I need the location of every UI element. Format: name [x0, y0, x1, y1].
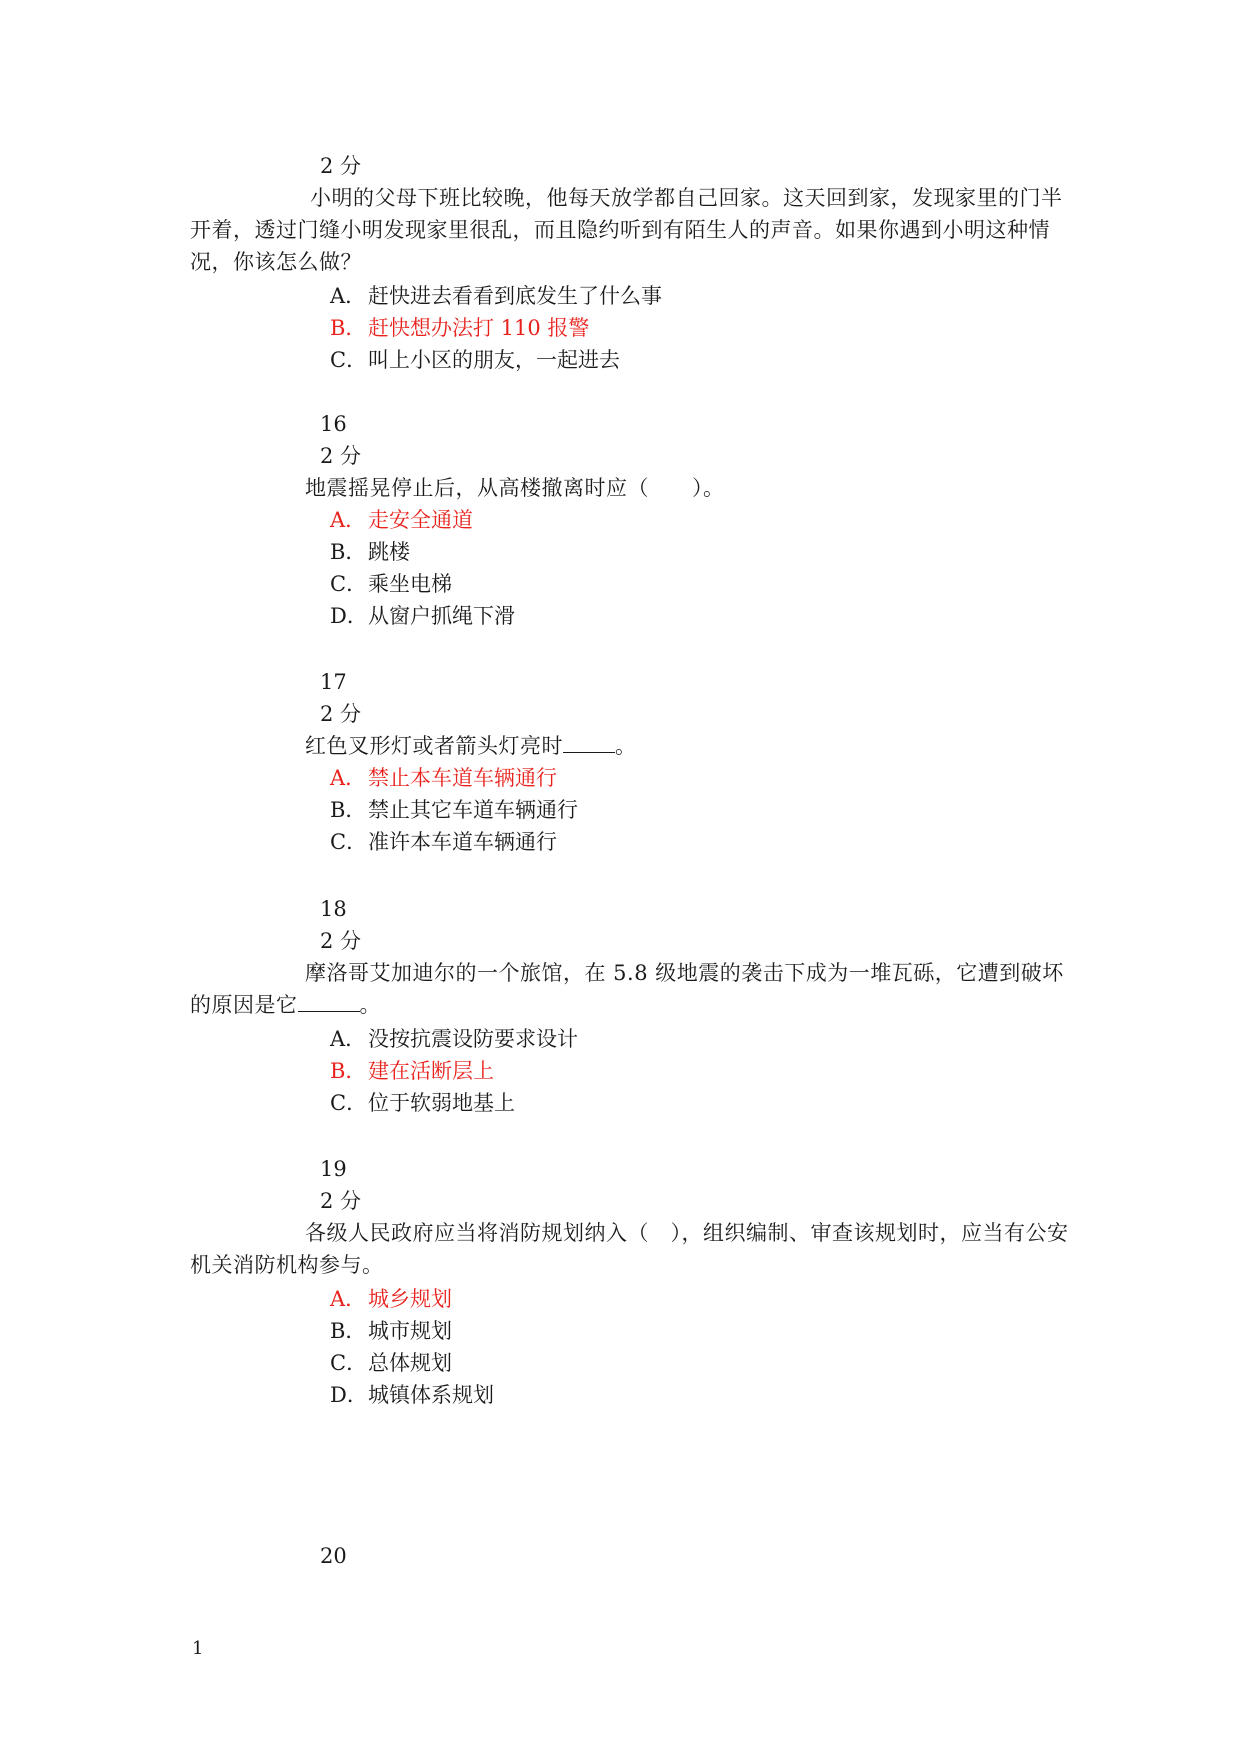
option-letter: B．	[330, 1059, 367, 1083]
question-score: 2 分	[320, 929, 362, 953]
stem-text: 摩洛哥艾加迪尔的一个旅馆，在 5.8 级地震的袭击下成为一堆瓦砾，它遭到破坏的原因是它	[190, 961, 1064, 1017]
option-letter: C．	[330, 1091, 368, 1115]
question-stem	[190, 730, 1070, 762]
option-text: 走安全通道	[368, 508, 473, 532]
question-stem	[190, 957, 1070, 1021]
stem-text: 。	[359, 993, 381, 1017]
page-number: 1	[192, 1638, 204, 1659]
answer-option	[330, 344, 620, 376]
stem-text: 。	[615, 734, 637, 758]
option-text: 赶快想办法打 110 报警	[368, 316, 590, 340]
option-letter: A．	[330, 1287, 367, 1311]
option-text: 禁止本车道车辆通行	[368, 766, 557, 790]
answer-option-correct	[330, 1055, 494, 1087]
answer-option	[330, 568, 452, 600]
answer-option-correct	[330, 1283, 452, 1315]
option-text: 叫上小区的朋友，一起进去	[368, 348, 620, 372]
question-number: 18	[320, 897, 347, 921]
answer-option	[330, 826, 557, 858]
option-letter: B．	[330, 1319, 367, 1343]
answer-option	[330, 794, 578, 826]
option-letter: C．	[330, 572, 368, 596]
answer-option	[330, 600, 515, 632]
answer-option	[330, 1023, 578, 1055]
option-text: 城市规划	[368, 1319, 452, 1343]
option-letter: B．	[330, 798, 367, 822]
option-text: 从窗户抓绳下滑	[368, 604, 515, 628]
option-letter: D．	[330, 604, 368, 628]
option-letter: D．	[330, 1383, 368, 1407]
option-letter: A．	[330, 284, 367, 308]
answer-option-correct	[330, 504, 473, 536]
stem-text: 红色叉形灯或者箭头灯亮时	[305, 734, 563, 758]
option-text: 乘坐电梯	[368, 572, 452, 596]
option-letter: B．	[330, 540, 367, 564]
option-text: 准许本车道车辆通行	[368, 830, 557, 854]
answer-option	[330, 536, 410, 568]
option-letter: C．	[330, 830, 368, 854]
question-score: 2 分	[320, 154, 362, 178]
question-stem: 地震摇晃停止后，从高楼撤离时应（ ）。	[305, 476, 725, 500]
answer-option	[330, 1315, 452, 1347]
question-stem: 小明的父母下班比较晚，他每天放学都自己回家。这天回到家，发现家里的门半开着，透过门缝小明发现家里很乱，而且隐约听到有陌生人的声音。如果你遇到小明这种情况，你该怎么做？	[190, 186, 1063, 274]
question-score: 2 分	[320, 702, 362, 726]
option-text: 禁止其它车道车辆通行	[368, 798, 578, 822]
answer-option	[330, 1379, 494, 1411]
question-number: 17	[320, 670, 347, 694]
option-text: 总体规划	[368, 1351, 452, 1375]
option-letter: C．	[330, 348, 368, 372]
answer-option-correct	[330, 762, 557, 794]
question-number: 16	[320, 412, 347, 436]
option-letter: A．	[330, 508, 367, 532]
question-stem: 各级人民政府应当将消防规划纳入（ ），组织编制、审查该规划时，应当有公安机关消防机构参与。	[190, 1221, 1069, 1277]
answer-option	[330, 280, 662, 312]
question-number: 19	[320, 1157, 347, 1181]
answer-option-correct	[330, 312, 589, 344]
option-text: 跳楼	[368, 540, 410, 564]
option-letter: C．	[330, 1351, 368, 1375]
option-text: 城乡规划	[368, 1287, 452, 1311]
option-text: 没按抗震设防要求设计	[368, 1027, 578, 1051]
question-score: 2 分	[320, 444, 362, 468]
answer-option	[330, 1087, 515, 1119]
option-text: 城镇体系规划	[368, 1383, 494, 1407]
option-letter: A．	[330, 1027, 367, 1051]
option-text: 建在活断层上	[368, 1059, 494, 1083]
answer-option	[330, 1347, 452, 1379]
fill-in-blank	[563, 730, 615, 753]
fill-in-blank	[298, 989, 360, 1012]
option-letter: A．	[330, 766, 367, 790]
question-number: 20	[320, 1544, 347, 1568]
option-letter: B．	[330, 316, 367, 340]
question-score: 2 分	[320, 1189, 362, 1213]
option-text: 位于软弱地基上	[368, 1091, 515, 1115]
option-text: 赶快进去看看到底发生了什么事	[368, 284, 662, 308]
